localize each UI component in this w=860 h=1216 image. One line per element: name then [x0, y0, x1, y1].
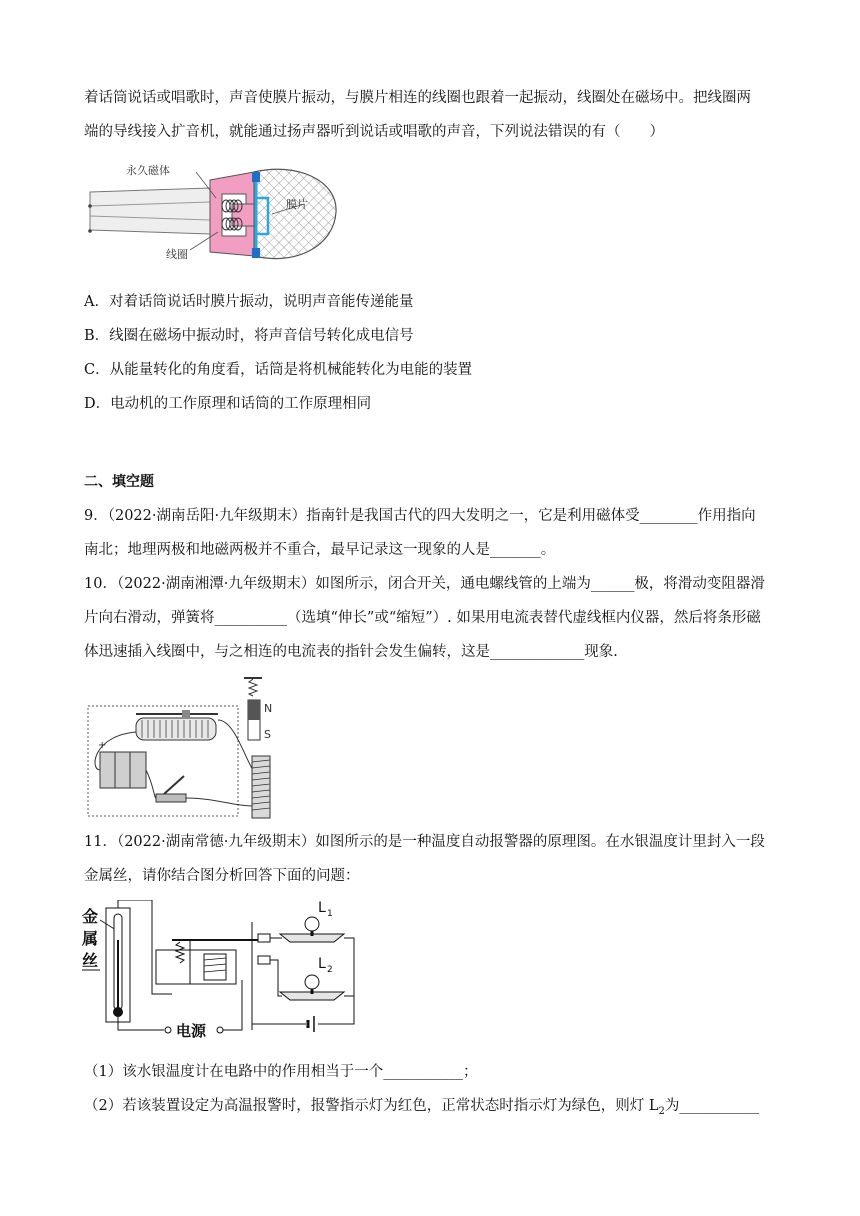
magnet-label: 永久磁体 [126, 164, 170, 177]
q10-line-1: 10．（2022·湖南湘潭·九年级期末）如图所示，闭合开关，通电螺线管的上端为______极，将滑动变阻器滑 [84, 576, 765, 592]
q10-line-3: 体迅速插入线圈中，与之相连的电流表的指针会发生偏转，这是_____________现象. [84, 644, 618, 660]
wire-label-3: 丝 [82, 951, 99, 970]
north-pole-label: N [264, 702, 273, 715]
section-heading: 二、填空题 [84, 474, 154, 490]
diaphragm-label: 膜片 [286, 198, 308, 211]
temperature-alarm-figure [82, 900, 362, 1040]
q8-intro-line-2: 端的导线接入扩音机，就能通过扬声器听到说话或唱歌的声音，下列说法错误的有（ ） [84, 124, 664, 140]
q9-line-2: 南北；地理两极和地磁两极并不重合，最早记录这一现象的人是_______。 [84, 542, 556, 558]
wire-label-1: 金 [82, 907, 99, 926]
q11-subquestion-1: （1）该水银温度计在电路中的作用相当于一个___________； [84, 1064, 478, 1080]
lamp-l2-label: L [318, 956, 326, 972]
q9-line-1: 9．（2022·湖南岳阳·九年级期末）指南针是我国古代的四大发明之一，它是利用磁体受________作用指向 [84, 508, 756, 524]
q8-option-b: B．线圈在磁场中振动时，将声音信号转化成电信号 [84, 328, 414, 344]
q11-subquestion-2-tail: 为___________ [664, 1098, 760, 1114]
lamp-l1-label: L [318, 900, 326, 916]
lamp-l2-subscript: 2 [327, 965, 333, 975]
q11-line-2: 金属丝，请你结合图分析回答下面的问题： [84, 868, 360, 884]
lamp-l1-subscript: 1 [327, 909, 333, 919]
power-label: 电源 [176, 1022, 207, 1040]
south-pole-label: S [264, 728, 271, 741]
q8-option-c: C．从能量转化的角度看，话筒是将机械能转化为电能的装置 [84, 362, 473, 378]
microphone-figure [86, 158, 338, 270]
q10-line-2: 片向右滑动，弹簧将__________（选填“伸长”或“缩短”）. 如果用电流表替代虚线框内仪器，然后将条形磁 [84, 610, 761, 626]
solenoid-circuit-figure [84, 676, 290, 822]
wire-label-2: 属 [82, 929, 99, 948]
q11-subquestion-2-subscript: 2 [658, 1105, 665, 1117]
coil-label: 线圈 [166, 248, 188, 261]
q8-option-a: A．对着话筒说话时膜片振动，说明声音能传递能量 [84, 294, 414, 310]
q8-intro-line-1: 着话筒说话或唱歌时，声音使膜片振动，与膜片相连的线圈也跟着一起振动，线圈处在磁场中。把线圈两 [84, 90, 751, 106]
q8-option-d: D．电动机的工作原理和话筒的工作原理相同 [84, 396, 372, 412]
battery-plus-label: + [98, 740, 107, 751]
q11-line-1: 11．（2022·湖南常德·九年级期末）如图所示的是一种温度自动报警器的原理图。在水银温度计里封入一段 [84, 834, 765, 850]
q11-subquestion-2-text: （2）若该装置设定为高温报警时，报警指示灯为红色，正常状态时指示灯为绿色，则灯 L [84, 1098, 659, 1114]
q11-subquestion-2 [84, 1096, 759, 1122]
